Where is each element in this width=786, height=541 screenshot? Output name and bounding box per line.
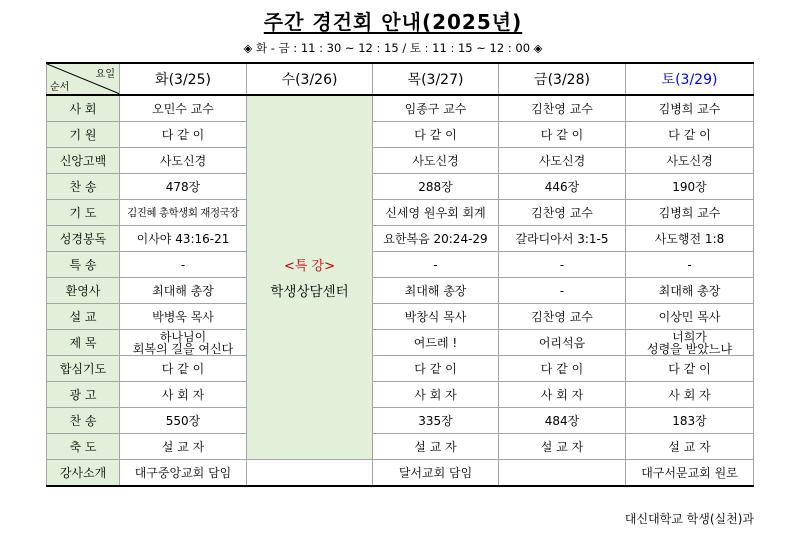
cell-sat: - bbox=[626, 252, 754, 278]
cell-fri: 갈라디아서 3:1-5 bbox=[499, 226, 626, 252]
row-label: 신앙고백 bbox=[47, 148, 120, 174]
cell-sat bbox=[626, 330, 754, 356]
cell-fri: 446장 bbox=[499, 174, 626, 200]
table-row bbox=[47, 408, 754, 434]
cell-line: 너희가 bbox=[672, 329, 707, 344]
table-row bbox=[47, 226, 754, 252]
cell-tue: 다 같 이 bbox=[120, 356, 247, 382]
day-header-sat: 토(3/29) bbox=[626, 63, 754, 95]
special-lecture-host: 학생상담센터 bbox=[270, 284, 349, 300]
row-label: 사 회 bbox=[47, 95, 120, 122]
table-row bbox=[47, 434, 754, 460]
cell-line: 성령을 받았느냐 bbox=[647, 341, 732, 356]
row-label: 설 교 bbox=[47, 304, 120, 330]
cell-fri: - bbox=[499, 252, 626, 278]
cell-fri: - bbox=[499, 278, 626, 304]
day-header-thu: 목(3/27) bbox=[373, 63, 499, 95]
table-row bbox=[47, 330, 754, 356]
cell-tue: 사도신경 bbox=[120, 148, 247, 174]
table-row bbox=[47, 200, 754, 226]
wednesday-special-lecture bbox=[247, 95, 373, 460]
page-title: 주간 경건회 안내(2025년) bbox=[263, 10, 523, 34]
row-label: 환영사 bbox=[47, 278, 120, 304]
cell-sat: 김병희 교수 bbox=[626, 200, 754, 226]
day-header-wed: 수(3/26) bbox=[247, 63, 373, 95]
cell-thu: 335장 bbox=[373, 408, 499, 434]
cell-wed-empty bbox=[247, 460, 373, 487]
cell-tue: 550장 bbox=[120, 408, 247, 434]
table-row bbox=[47, 356, 754, 382]
cell-sat: 183장 bbox=[626, 408, 754, 434]
cell-thu: - bbox=[373, 252, 499, 278]
cell-tue: 다 같 이 bbox=[120, 122, 247, 148]
row-label: 축 도 bbox=[47, 434, 120, 460]
cell-fri: 다 같 이 bbox=[499, 356, 626, 382]
header-row bbox=[47, 63, 754, 95]
cell-thu: 288장 bbox=[373, 174, 499, 200]
cell-tue: 사 회 자 bbox=[120, 382, 247, 408]
table-row bbox=[47, 278, 754, 304]
cell-thu: 임종구 교수 bbox=[373, 95, 499, 122]
table-row bbox=[47, 95, 754, 122]
cell-tue: 최대해 총장 bbox=[120, 278, 247, 304]
cell-fri: 484장 bbox=[499, 408, 626, 434]
table-row bbox=[47, 252, 754, 278]
cell-thu: 사도신경 bbox=[373, 148, 499, 174]
cell-tue bbox=[120, 330, 247, 356]
cell-tue: - bbox=[120, 252, 247, 278]
cell-fri: 다 같 이 bbox=[499, 122, 626, 148]
cell-tue: 오민수 교수 bbox=[120, 95, 247, 122]
cell-tue: 박병욱 목사 bbox=[120, 304, 247, 330]
schedule-times: ◈ 화 - 금 : 11 : 30 ~ 12 : 15 / 토 : 11 : 15 ~ 12 : 00 ◈ bbox=[243, 41, 543, 55]
table-row bbox=[47, 460, 754, 487]
cell-sat: 김병희 교수 bbox=[626, 95, 754, 122]
special-lecture-label: <특 강> bbox=[283, 259, 336, 274]
cell-tue: 이사야 43:16-21 bbox=[120, 226, 247, 252]
corner-order-label: 순서 bbox=[50, 82, 70, 93]
corner-day-label: 요일 bbox=[95, 69, 115, 80]
cell-sat: 이상민 목사 bbox=[626, 304, 754, 330]
cell-fri: 어리석음 bbox=[499, 330, 626, 356]
row-label: 기 도 bbox=[47, 200, 120, 226]
cell-line: 하나님이 bbox=[159, 329, 207, 344]
cell-sat: 다 같 이 bbox=[626, 356, 754, 382]
cell-thu: 요한복음 20:24-29 bbox=[373, 226, 499, 252]
cell-fri: 김찬영 교수 bbox=[499, 304, 626, 330]
footer-department: 대신대학교 학생(실천)과 bbox=[624, 512, 754, 526]
table-row bbox=[47, 304, 754, 330]
cell-thu: 신세영 원우회 회계 bbox=[373, 200, 499, 226]
row-label: 합심기도 bbox=[47, 356, 120, 382]
row-label: 제 목 bbox=[47, 330, 120, 356]
cell-fri: 김찬영 교수 bbox=[499, 95, 626, 122]
row-label: 성경봉독 bbox=[47, 226, 120, 252]
cell-sat: 사도행전 1:8 bbox=[626, 226, 754, 252]
cell-tue: 김진혜 총학생회 재정국장 bbox=[120, 200, 247, 226]
worship-schedule-table bbox=[46, 62, 754, 487]
cell-sat: 사 회 자 bbox=[626, 382, 754, 408]
cell-thu: 여드레 ! bbox=[373, 330, 499, 356]
cell-sat: 대구서문교회 원로 bbox=[626, 460, 754, 487]
row-label: 강사소개 bbox=[47, 460, 120, 487]
cell-line: 회복의 길을 여신다 bbox=[132, 341, 234, 356]
cell-sat: 다 같 이 bbox=[626, 122, 754, 148]
cell-sat: 사도신경 bbox=[626, 148, 754, 174]
table-row bbox=[47, 122, 754, 148]
table-row bbox=[47, 174, 754, 200]
cell-thu: 달서교회 담임 bbox=[373, 460, 499, 487]
day-header-fri: 금(3/28) bbox=[499, 63, 626, 95]
cell-tue: 478장 bbox=[120, 174, 247, 200]
row-label: 기 원 bbox=[47, 122, 120, 148]
cell-tue: 설 교 자 bbox=[120, 434, 247, 460]
header-corner bbox=[47, 63, 120, 95]
cell-fri bbox=[499, 460, 626, 487]
cell-sat: 190장 bbox=[626, 174, 754, 200]
table-row bbox=[47, 148, 754, 174]
cell-thu: 사 회 자 bbox=[373, 382, 499, 408]
cell-thu: 박창식 목사 bbox=[373, 304, 499, 330]
cell-thu: 다 같 이 bbox=[373, 356, 499, 382]
cell-sat: 설 교 자 bbox=[626, 434, 754, 460]
cell-tue: 대구중앙교회 담임 bbox=[120, 460, 247, 487]
cell-fri: 사 회 자 bbox=[499, 382, 626, 408]
table-row bbox=[47, 382, 754, 408]
cell-fri: 설 교 자 bbox=[499, 434, 626, 460]
row-label: 광 고 bbox=[47, 382, 120, 408]
row-label: 특 송 bbox=[47, 252, 120, 278]
day-header-tue: 화(3/25) bbox=[120, 63, 247, 95]
cell-thu: 다 같 이 bbox=[373, 122, 499, 148]
cell-fri: 김찬영 교수 bbox=[499, 200, 626, 226]
row-label: 찬 송 bbox=[47, 408, 120, 434]
cell-thu: 최대해 총장 bbox=[373, 278, 499, 304]
cell-thu: 설 교 자 bbox=[373, 434, 499, 460]
row-label: 찬 송 bbox=[47, 174, 120, 200]
cell-fri: 사도신경 bbox=[499, 148, 626, 174]
cell-sat: 최대해 총장 bbox=[626, 278, 754, 304]
